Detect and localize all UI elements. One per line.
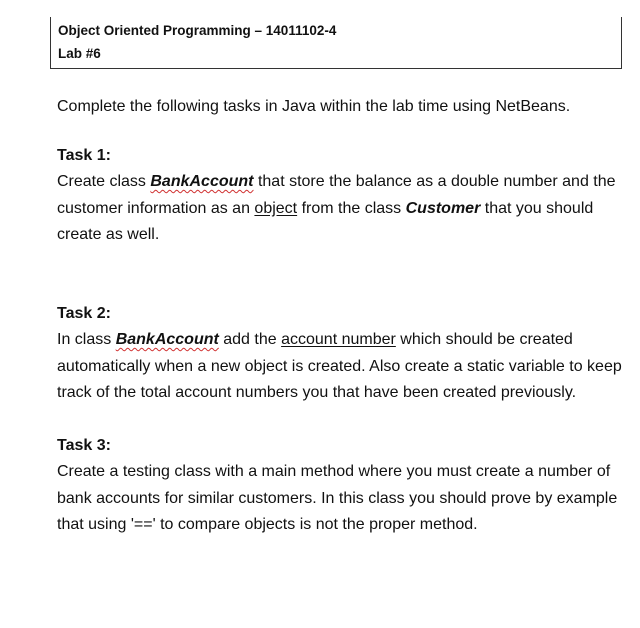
task-1-object-word: object bbox=[254, 199, 298, 217]
intro-paragraph: Complete the following tasks in Java within the lab time using NetBeans. bbox=[57, 98, 571, 115]
task-2-class-name: BankAccount bbox=[115, 331, 219, 348]
task-2-text-3: which should be created automatically when a new object is created. Also create a static variable to keep track of the total account numbers you that have been created previously. bbox=[57, 331, 622, 401]
task-2-text-1: In class bbox=[57, 331, 116, 348]
lab-number: Lab #6 bbox=[58, 46, 101, 61]
task-1-text-3: from the class bbox=[297, 199, 406, 217]
task-3 bbox=[57, 433, 627, 539]
task-1-text-2: that store the balance as a double number and the customer information as an bbox=[57, 173, 616, 217]
task-3-title: Task 3: bbox=[57, 436, 111, 454]
task-3-body: Create a testing class with a main method where you must create a number of bank accounts for similar customers. In this class you should prove by example that using '==' to compare objects is not the proper method. bbox=[57, 463, 618, 533]
course-title: Object Oriented Programming – 14011102-4 bbox=[58, 23, 337, 38]
task-1 bbox=[57, 143, 627, 249]
task-2-title: Task 2: bbox=[57, 304, 111, 322]
task-1-class-name: BankAccount bbox=[150, 173, 254, 190]
document-body bbox=[57, 94, 627, 565]
task-2-text-2: add the bbox=[218, 331, 282, 348]
task-1-customer-class: Customer bbox=[405, 199, 481, 217]
task-1-text-4: that you should create as well. bbox=[57, 199, 594, 243]
document-header bbox=[50, 17, 622, 69]
spacer bbox=[57, 275, 627, 301]
task-1-text-1: Create class bbox=[57, 173, 151, 190]
task-2-body bbox=[57, 327, 627, 407]
task-2 bbox=[57, 301, 627, 407]
task-1-title: Task 1: bbox=[57, 146, 111, 164]
task-2-account-number: account number bbox=[281, 331, 396, 348]
task-1-body bbox=[57, 169, 627, 249]
